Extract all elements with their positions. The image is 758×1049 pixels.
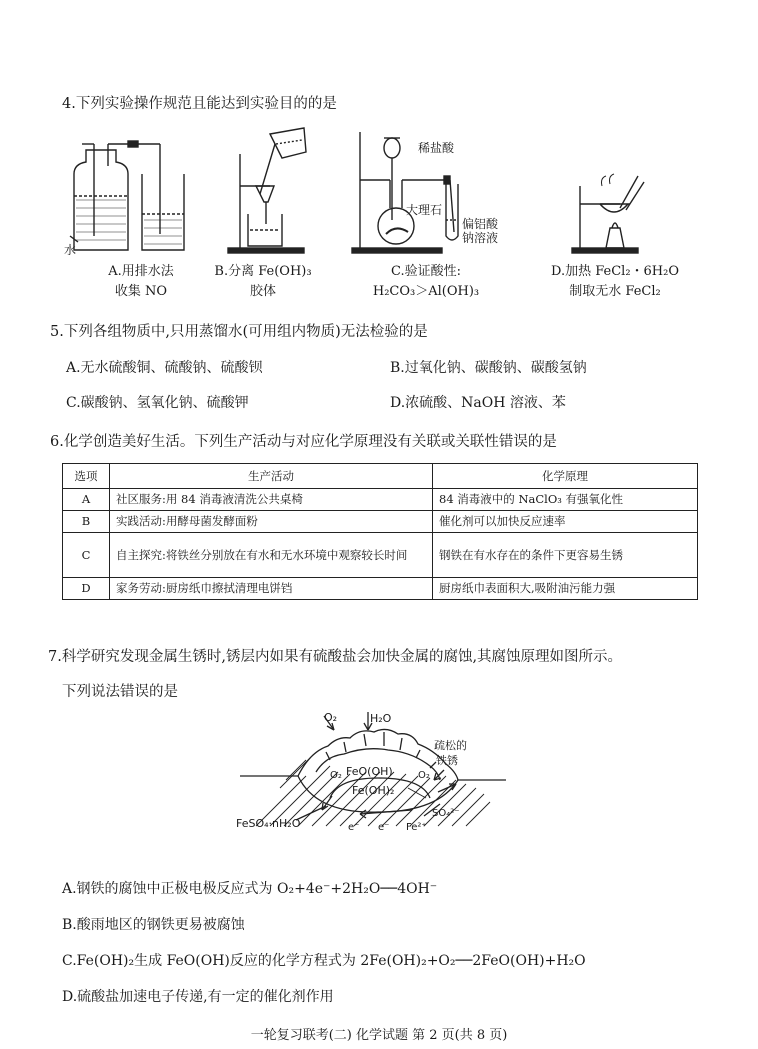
apparatus-a bbox=[70, 141, 184, 250]
label-rust-1: 疏松的 bbox=[434, 739, 467, 752]
q4-option-b-line2: 胶体 bbox=[249, 284, 276, 299]
q5-stem: 5.下列各组物质中,只用蒸馏水(可用组内物质)无法检验的是 bbox=[50, 324, 428, 340]
row-option: A bbox=[63, 489, 110, 511]
label-aluminate-2: 钠溶液 bbox=[462, 231, 499, 245]
label-o2-left: O₂ bbox=[330, 770, 342, 781]
q7-option-a: A.钢铁的腐蚀中正极电极反应式为 O₂+4e⁻+2H₂O──4OH⁻ bbox=[62, 881, 438, 897]
table-row bbox=[63, 511, 698, 533]
q7-option-b: B.酸雨地区的钢铁更易被腐蚀 bbox=[62, 917, 245, 933]
table-row bbox=[63, 489, 698, 511]
q6-table bbox=[62, 463, 698, 600]
label-rust-2: 铁锈 bbox=[436, 754, 458, 767]
q5-option-a: A.无水硫酸铜、硫酸钠、硫酸钡 bbox=[66, 360, 263, 376]
label-marble: 大理石 bbox=[406, 203, 443, 217]
label-e1: e⁻ bbox=[348, 822, 360, 833]
label-aluminate-1: 偏铝酸 bbox=[462, 217, 499, 231]
label-o2-top: O₂ bbox=[324, 711, 338, 724]
q4-option-d-line2: 制取无水 FeCl₂ bbox=[569, 284, 661, 299]
q4-apparatus-figure bbox=[60, 124, 700, 260]
apparatus-d bbox=[572, 174, 644, 253]
label-o2-right: O₂ bbox=[418, 770, 430, 781]
q4-option-b-line1: B.分离 Fe(OH)₃ bbox=[214, 264, 312, 279]
q4-option-d-line1: D.加热 FeCl₂・6H₂O bbox=[550, 264, 680, 279]
row-activity: 自主探究:将铁丝分别放在有水和无水环境中观察较长时间 bbox=[110, 533, 433, 578]
q4-stem: 4.下列实验操作规范且能达到实验目的的是 bbox=[62, 96, 337, 112]
q6-stem: 6.化学创造美好生活。下列生产活动与对应化学原理没有关联或关联性错误的是 bbox=[50, 434, 557, 450]
label-e2: e⁻ bbox=[378, 822, 390, 833]
q5-option-c: C.碳酸钠、氢氧化钠、硫酸钾 bbox=[66, 395, 249, 411]
header-principle: 化学原理 bbox=[433, 464, 698, 489]
label-feso4: FeSO₄·nH₂O bbox=[236, 817, 301, 830]
q4-option-c-line1: C.验证酸性: bbox=[391, 264, 461, 279]
row-principle: 催化剂可以加快反应速率 bbox=[433, 511, 698, 533]
q7-option-c: C.Fe(OH)₂生成 FeO(OH)反应的化学方程式为 2Fe(OH)₂+O₂──2FeO(OH)+H₂O bbox=[62, 953, 586, 969]
q4-option-c bbox=[356, 262, 496, 302]
q7-stem-line1: 7.科学研究发现金属生锈时,锈层内如果有硫酸盐会加快金属的腐蚀,其腐蚀原理如图所示。 bbox=[48, 649, 623, 665]
label-fe2: Fe²⁺ bbox=[406, 822, 427, 833]
page-footer: 一轮复习联考(二) 化学试题 第 2 页(共 8 页) bbox=[250, 1028, 508, 1043]
row-option: C bbox=[63, 533, 110, 578]
header-option: 选项 bbox=[63, 464, 110, 489]
row-activity: 家务劳动:厨房纸巾擦拭清理电饼铛 bbox=[110, 578, 433, 600]
apparatus-b bbox=[228, 128, 306, 253]
q7-stem-line2: 下列说法错误的是 bbox=[62, 684, 178, 700]
row-principle: 钢铁在有水存在的条件下更容易生锈 bbox=[433, 533, 698, 578]
row-option: B bbox=[63, 511, 110, 533]
q4-option-b bbox=[198, 262, 328, 302]
row-principle: 84 消毒液中的 NaClO₃ 有强氧化性 bbox=[433, 489, 698, 511]
row-activity: 社区服务:用 84 消毒液清洗公共桌椅 bbox=[110, 489, 433, 511]
q4-option-d bbox=[530, 262, 700, 302]
label-so4: SO₄²⁻ bbox=[432, 808, 460, 819]
q4-option-a-line1: A.用排水法 bbox=[108, 264, 174, 279]
row-option: D bbox=[63, 578, 110, 600]
header-activity: 生产活动 bbox=[110, 464, 433, 489]
label-feoh2: Fe(OH)₂ bbox=[352, 784, 395, 797]
q4-option-a bbox=[86, 262, 196, 302]
row-principle: 厨房纸巾表面积大,吸附油污能力强 bbox=[433, 578, 698, 600]
q4-option-c-line2: H₂CO₃＞Al(OH)₃ bbox=[372, 284, 480, 299]
label-hcl: 稀盐酸 bbox=[418, 141, 455, 155]
table-header-row bbox=[63, 464, 698, 489]
label-water: 水 bbox=[64, 243, 77, 257]
label-feooh: FeO(OH) bbox=[346, 765, 393, 778]
q7-option-d: D.硫酸盐加速电子传递,有一定的催化剂作用 bbox=[62, 989, 334, 1005]
table-row bbox=[63, 533, 698, 578]
q5-option-d: D.浓硫酸、NaOH 溶液、苯 bbox=[390, 395, 566, 411]
row-activity: 实践活动:用酵母菌发酵面粉 bbox=[110, 511, 433, 533]
q4-option-a-line2: 收集 NO bbox=[114, 284, 168, 299]
label-h2o-top: H₂O bbox=[370, 712, 392, 725]
q5-option-b: B.过氧化钠、碳酸钠、碳酸氢钠 bbox=[390, 360, 587, 376]
table-row bbox=[63, 578, 698, 600]
